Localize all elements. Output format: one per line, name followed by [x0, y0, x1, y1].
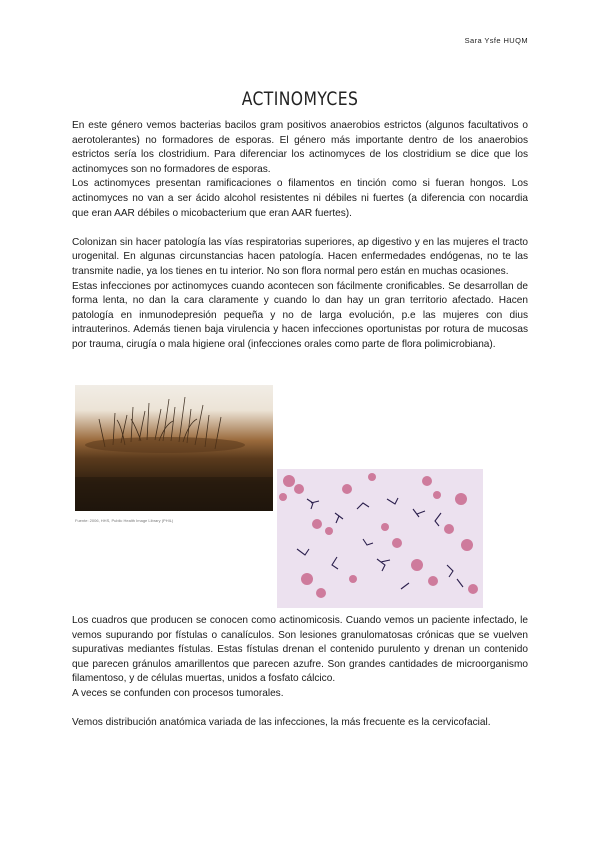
body-text-top	[72, 119, 528, 353]
figure-caption: Fuente: 2006, HHS, Public Health Image Library (PHIL)	[75, 518, 174, 523]
paragraph-cuadros: Los cuadros que producen se conocen como actinomicosis. Cuando vemos un paciente infectado, le vemos supurando por fístulas o canalículos. Son lesiones granulomatosas crónicas que se vuelven supurativas mediantes fístulas. Estas fístulas drenan el contenido purulento y drenan un contenido que parecen gránulos amarillentos que parecen azufre. Son grandes cantidades de microorganismo filamentoso, y de células muertas, unidos a fosfato cálcico.	[72, 615, 528, 685]
paragraph-tumorales: A veces se confunden con procesos tumorales.	[72, 687, 284, 699]
gram-stain-micrograph-image	[277, 469, 483, 608]
paragraph-ramificaciones: Los actinomyces presentan ramificaciones o filamentos en tinción como si fueran hongos. Los actinomyces no van a ser ácido alcohol resistentes ni débiles ni fuertes (a diferencia con nocardia que eran AAR débiles o micobacterium que eran AAR fuertes).	[72, 178, 528, 219]
body-text-bottom	[72, 614, 528, 731]
paragraph-intro: En este género vemos bacterias bacilos gram positivos anaerobios estrictos (algunos facultativos o aerotolerantes) no formadores de esporas. El género más importante dentro de los anaerobios estrictos sería los clostridium. Para diferenciar los actinomyces de los clostridium se dice que los actinomyces son no formadores de esporas.	[72, 120, 528, 175]
header-author: Sara Ysfe HUQM	[464, 36, 528, 45]
paragraph-distribucion: Vemos distribución anatómica variada de las infecciones, la más frecuente es la cervicofacial.	[72, 717, 491, 729]
micrograph-colony-image	[75, 385, 273, 511]
paragraph-colonizan: Colonizan sin hacer patología las vías respiratorias superiores, ap digestivo y en las mujeres el tracto urogenital. En algunas circunstancias hacen patología. Hacen enfermedades endógenas, no te las transmite nadie, ya los tienes en tu interior. No son flora normal pero están en muchas ocasiones.	[72, 236, 528, 277]
paragraph-infecciones: Estas infecciones por actinomyces cuando acontecen son fácilmente cronificables. Se desarrollan de forma lenta, no dan la cara claramente y cuando lo dan hay un gran territorio afectado. Hacen patología en inmunodepresión pequeña y no de larga evolución, p.e las mujeres con dius intrauterinos. Además tienen baja virulencia y hacen infecciones oportunistas por rotura de mucosas por trauma, cirugía o mala higiene oral (infecciones orales como parte de flora polimicrobiana).	[72, 280, 528, 350]
page-title: ACTINOMYCES	[241, 87, 359, 110]
